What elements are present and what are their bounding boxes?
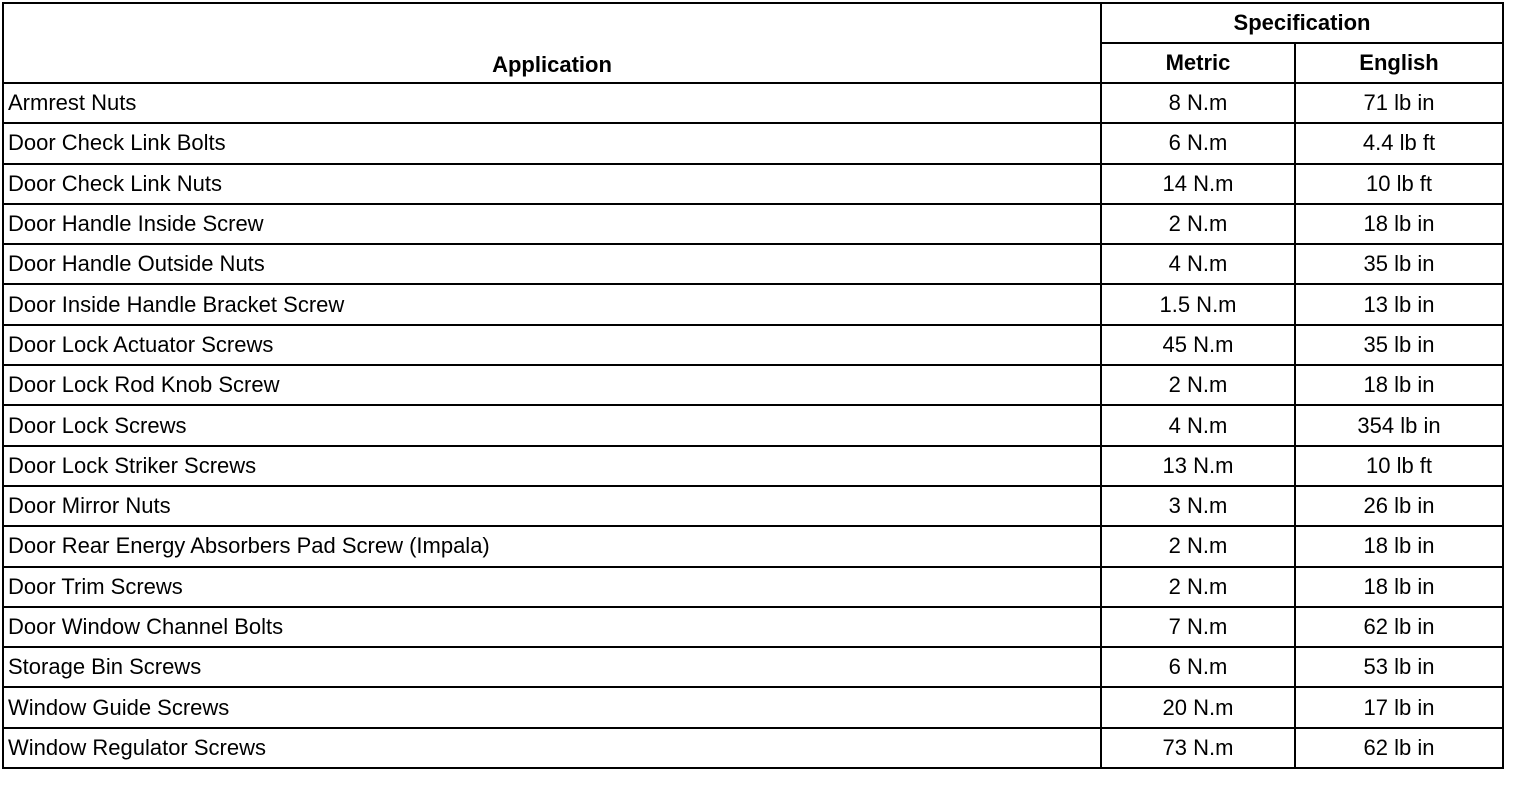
english-value-cell: 35 lb in xyxy=(1295,325,1503,365)
application-cell: Door Mirror Nuts xyxy=(3,486,1101,526)
table-row xyxy=(3,687,1503,727)
application-cell: Door Window Channel Bolts xyxy=(3,607,1101,647)
metric-value-cell: 45 N.m xyxy=(1101,325,1295,365)
metric-column-header: Metric xyxy=(1101,43,1295,83)
specification-rows xyxy=(3,83,1503,768)
english-value-cell: 35 lb in xyxy=(1295,244,1503,284)
english-value-cell: 18 lb in xyxy=(1295,365,1503,405)
application-cell: Door Lock Screws xyxy=(3,405,1101,445)
english-value-cell: 18 lb in xyxy=(1295,567,1503,607)
english-value-cell: 4.4 lb ft xyxy=(1295,123,1503,163)
application-cell: Door Check Link Bolts xyxy=(3,123,1101,163)
application-cell: Door Handle Outside Nuts xyxy=(3,244,1101,284)
application-cell: Door Lock Striker Screws xyxy=(3,446,1101,486)
metric-value-cell: 14 N.m xyxy=(1101,164,1295,204)
application-cell: Door Check Link Nuts xyxy=(3,164,1101,204)
metric-value-cell: 20 N.m xyxy=(1101,687,1295,727)
specification-group-header: Specification xyxy=(1101,3,1503,43)
table-row xyxy=(3,607,1503,647)
metric-value-cell: 2 N.m xyxy=(1101,526,1295,566)
application-cell: Door Trim Screws xyxy=(3,567,1101,607)
metric-value-cell: 8 N.m xyxy=(1101,83,1295,123)
table-row xyxy=(3,284,1503,324)
english-value-cell: 13 lb in xyxy=(1295,284,1503,324)
table-row xyxy=(3,365,1503,405)
application-cell: Window Regulator Screws xyxy=(3,728,1101,768)
application-cell: Door Inside Handle Bracket Screw xyxy=(3,284,1101,324)
application-cell: Storage Bin Screws xyxy=(3,647,1101,687)
header-row-top xyxy=(3,3,1503,43)
metric-value-cell: 2 N.m xyxy=(1101,204,1295,244)
application-cell: Door Lock Rod Knob Screw xyxy=(3,365,1101,405)
metric-value-cell: 13 N.m xyxy=(1101,446,1295,486)
english-column-header: English xyxy=(1295,43,1503,83)
metric-value-cell: 2 N.m xyxy=(1101,567,1295,607)
english-value-cell: 71 lb in xyxy=(1295,83,1503,123)
metric-value-cell: 6 N.m xyxy=(1101,647,1295,687)
english-value-cell: 26 lb in xyxy=(1295,486,1503,526)
metric-value-cell: 4 N.m xyxy=(1101,405,1295,445)
table-row xyxy=(3,123,1503,163)
table-row xyxy=(3,83,1503,123)
metric-value-cell: 4 N.m xyxy=(1101,244,1295,284)
table-row xyxy=(3,486,1503,526)
metric-value-cell: 6 N.m xyxy=(1101,123,1295,163)
english-value-cell: 18 lb in xyxy=(1295,526,1503,566)
english-value-cell: 10 lb ft xyxy=(1295,164,1503,204)
metric-value-cell: 3 N.m xyxy=(1101,486,1295,526)
table-row xyxy=(3,567,1503,607)
table-row xyxy=(3,526,1503,566)
application-cell: Door Rear Energy Absorbers Pad Screw (Impala) xyxy=(3,526,1101,566)
english-value-cell: 17 lb in xyxy=(1295,687,1503,727)
english-value-cell: 62 lb in xyxy=(1295,728,1503,768)
metric-value-cell: 73 N.m xyxy=(1101,728,1295,768)
english-value-cell: 10 lb ft xyxy=(1295,446,1503,486)
table-row xyxy=(3,405,1503,445)
table-row xyxy=(3,164,1503,204)
table-row xyxy=(3,325,1503,365)
english-value-cell: 53 lb in xyxy=(1295,647,1503,687)
metric-value-cell: 7 N.m xyxy=(1101,607,1295,647)
english-value-cell: 62 lb in xyxy=(1295,607,1503,647)
english-value-cell: 354 lb in xyxy=(1295,405,1503,445)
table-row xyxy=(3,446,1503,486)
application-cell: Armrest Nuts xyxy=(3,83,1101,123)
application-cell: Window Guide Screws xyxy=(3,687,1101,727)
english-value-cell: 18 lb in xyxy=(1295,204,1503,244)
application-column-header: Application xyxy=(3,3,1101,83)
metric-value-cell: 2 N.m xyxy=(1101,365,1295,405)
table-row xyxy=(3,647,1503,687)
table-row xyxy=(3,728,1503,768)
metric-value-cell: 1.5 N.m xyxy=(1101,284,1295,324)
application-cell: Door Lock Actuator Screws xyxy=(3,325,1101,365)
table-row xyxy=(3,244,1503,284)
application-cell: Door Handle Inside Screw xyxy=(3,204,1101,244)
table-row xyxy=(3,204,1503,244)
fastener-specification-table xyxy=(2,2,1504,769)
